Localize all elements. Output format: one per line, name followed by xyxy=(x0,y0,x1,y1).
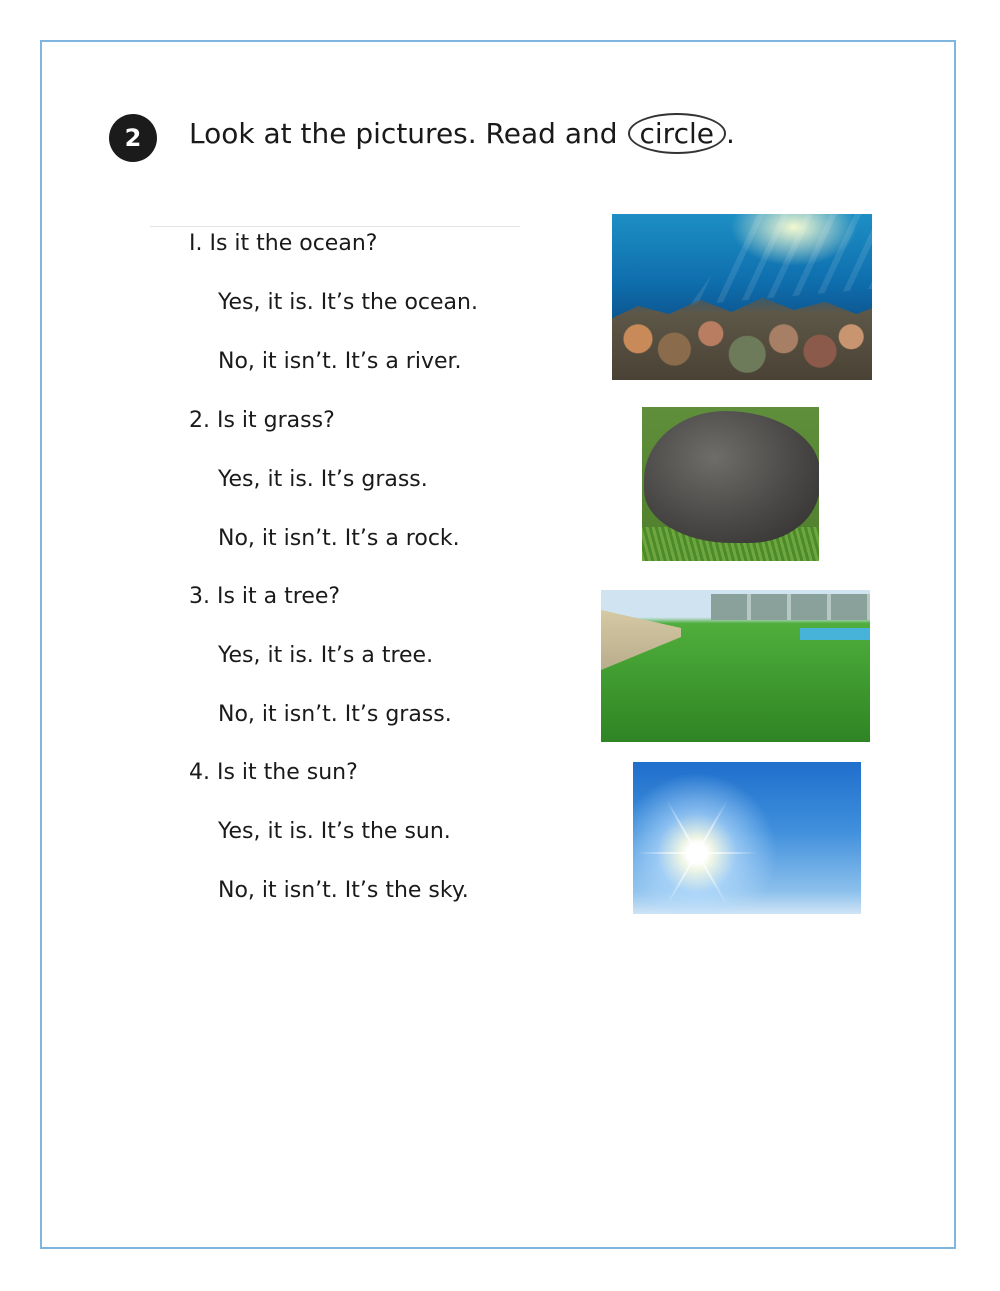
exercise-instruction xyxy=(189,113,735,154)
grass-field-picture xyxy=(601,590,870,742)
question-1-option-yes[interactable]: Yes, it is. It’s the ocean. xyxy=(218,290,478,315)
question-4: 4. Is it the sun? xyxy=(189,760,358,785)
rock-picture xyxy=(642,407,819,561)
pool xyxy=(800,628,870,640)
sun-picture xyxy=(633,762,861,914)
question-2: 2. Is it grass? xyxy=(189,408,335,433)
instruction-period: . xyxy=(725,117,735,150)
question-3-option-no[interactable]: No, it isn’t. It’s grass. xyxy=(218,702,452,727)
boulder xyxy=(644,411,819,543)
divider xyxy=(150,226,520,227)
exercise-number: 2 xyxy=(124,124,142,152)
question-2-option-yes[interactable]: Yes, it is. It’s grass. xyxy=(218,467,428,492)
question-3-option-yes[interactable]: Yes, it is. It’s a tree. xyxy=(218,643,434,668)
question-1-option-no[interactable]: No, it isn’t. It’s a river. xyxy=(218,349,462,374)
question-1: I. Is it the ocean? xyxy=(189,231,378,256)
question-4-option-no[interactable]: No, it isn’t. It’s the sky. xyxy=(218,878,469,903)
question-4-option-yes[interactable]: Yes, it is. It’s the sun. xyxy=(218,819,451,844)
question-2-option-no[interactable]: No, it isn’t. It’s a rock. xyxy=(218,526,460,551)
instruction-text: Look at the pictures. Read and xyxy=(189,117,618,150)
question-3: 3. Is it a tree? xyxy=(189,584,341,609)
circled-word: circle xyxy=(628,113,726,154)
fence xyxy=(601,610,681,670)
building xyxy=(711,594,870,620)
exercise-number-badge xyxy=(109,114,157,162)
ocean-picture xyxy=(612,214,872,380)
